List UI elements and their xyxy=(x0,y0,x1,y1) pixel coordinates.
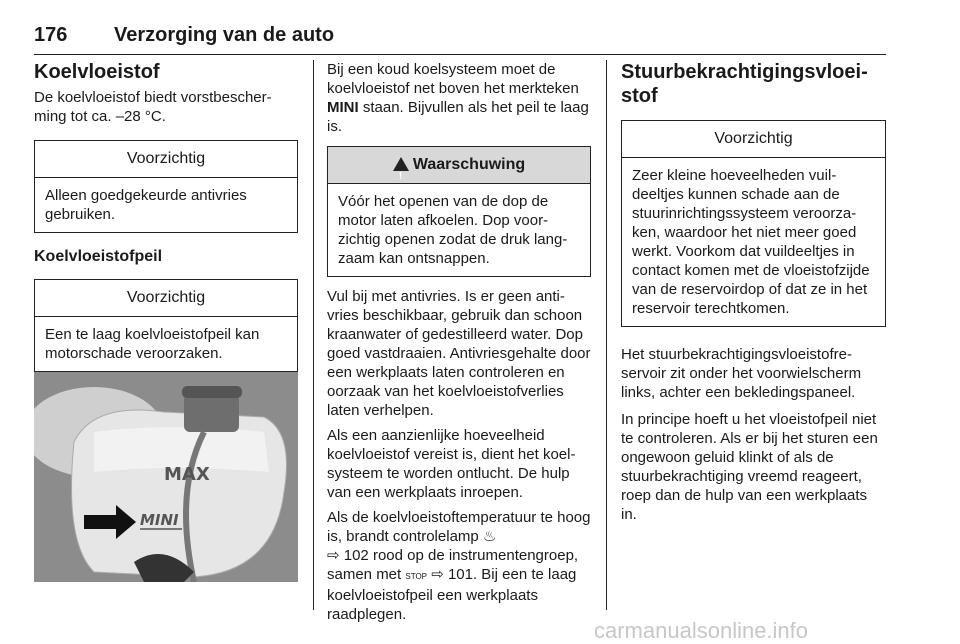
mini-mark: MINI xyxy=(140,511,179,529)
caution-box-antifreeze xyxy=(34,140,298,233)
column-divider xyxy=(606,60,607,610)
mini-mark-text: MINI xyxy=(327,99,359,116)
max-mark: MAX xyxy=(164,464,210,485)
caution-text: Alleen goedgekeurde antivries gebruiken. xyxy=(45,187,247,223)
coolant-intro: De koelvloeistof biedt vorstbescherming tot ca. –28 °C. xyxy=(34,89,272,125)
column-2 xyxy=(327,60,591,624)
warning-heading: !Waarschuwing xyxy=(328,147,590,184)
reservoir-location-paragraph: Het stuurbekrachtigingsvloeistofreservoir zit onder het voorwielscherm links, achter een bekledingspaneel. xyxy=(621,346,862,401)
page-header xyxy=(34,20,886,55)
caution-text: Zeer kleine hoeveelheden vuildeeltjes kunnen schade aan de stuurinrichtingssysteem veroorzaken, waardoor het niet meer goed werkt. Voorkom dat vuildeeltjes in contact komen met de vloeistofzijde van de reservoirdop of dat ze in het reservoir terechtkomen. xyxy=(632,167,870,317)
warning-triangle-icon xyxy=(393,157,409,171)
column-divider xyxy=(313,60,314,610)
column-3 xyxy=(621,60,886,524)
section-title-coolant: Koelvloeistof xyxy=(34,61,160,83)
temperature-paragraph: Als de koelvloeistoftemperatuur te hoog is, brandt controlelamp ♨ ⇨ 102 rood op de instrumentengroep, samen met STOP ⇨ 101. Bij een te laag koelvloeistofpeil een werkplaats raadplegen. xyxy=(327,509,591,623)
warning-text: Vóór het openen van de dop de motor laten afkoelen. Dop voorzichtig openen zodat de druk langzaam kan ontsnappen. xyxy=(338,193,568,267)
bleed-paragraph: Als een aanzienlijke hoeveelheid koelvloeistof vereist is, dient het koelsysteem te worden ontlucht. De hulp van een werkplaats inroepen. xyxy=(327,427,576,501)
caution-box-level xyxy=(34,279,298,372)
coolant-temperature-icon: ♨ xyxy=(482,527,497,545)
coolant-level-paragraph: Bij een koud koelsysteem moet de koelvloeistof net boven het merkteken MINI staan. Bijvullen als het peil te laag is. xyxy=(327,61,589,135)
page-number: 176 xyxy=(34,24,68,46)
check-paragraph: In principe hoeft u het vloeistofpeil niet te controleren. Als er bij het sturen een ongewoon geluid klinkt of als de stuurbekrachtiging vreemd reageert, roep dan de hulp van een werkplaats in. xyxy=(621,411,878,523)
caution-heading: Voorzichtig xyxy=(35,280,297,317)
warning-box xyxy=(327,146,591,277)
page-ref[interactable]: 102 xyxy=(343,547,369,564)
caution-box-power-steering xyxy=(621,120,886,327)
coolant-reservoir-image xyxy=(34,372,298,582)
section-title-power-steering: Stuurbekrachtigingsvloeistof xyxy=(621,61,868,107)
page-ref-icon: ⇨ xyxy=(327,546,340,564)
page-ref[interactable]: 101 xyxy=(447,566,473,583)
caution-heading: Voorzichtig xyxy=(622,121,885,158)
subsection-coolant-level: Koelvloeistofpeil xyxy=(34,248,163,265)
caution-text: Een te laag koelvloeistofpeil kan motorschade veroorzaken. xyxy=(45,326,260,362)
page-ref-icon: ⇨ xyxy=(431,565,444,583)
stop-icon: STOP xyxy=(405,572,428,581)
chapter-title: Verzorging van de auto xyxy=(114,24,335,46)
coolant-reservoir-illustration xyxy=(34,372,298,582)
refill-paragraph: Vul bij met antivries. Is er geen antivries beschikbaar, gebruik dan schoon kraanwater of gedestilleerd water. Dop goed vastdraaien. Antivriesgehalte door een werkplaats laten controleren en oorzaak van het koelvloeistofverlies laten verhelpen. xyxy=(327,288,591,419)
caution-heading: Voorzichtig xyxy=(35,141,297,178)
column-1 xyxy=(34,60,298,372)
watermark: carmanualsonline.info xyxy=(594,618,809,643)
